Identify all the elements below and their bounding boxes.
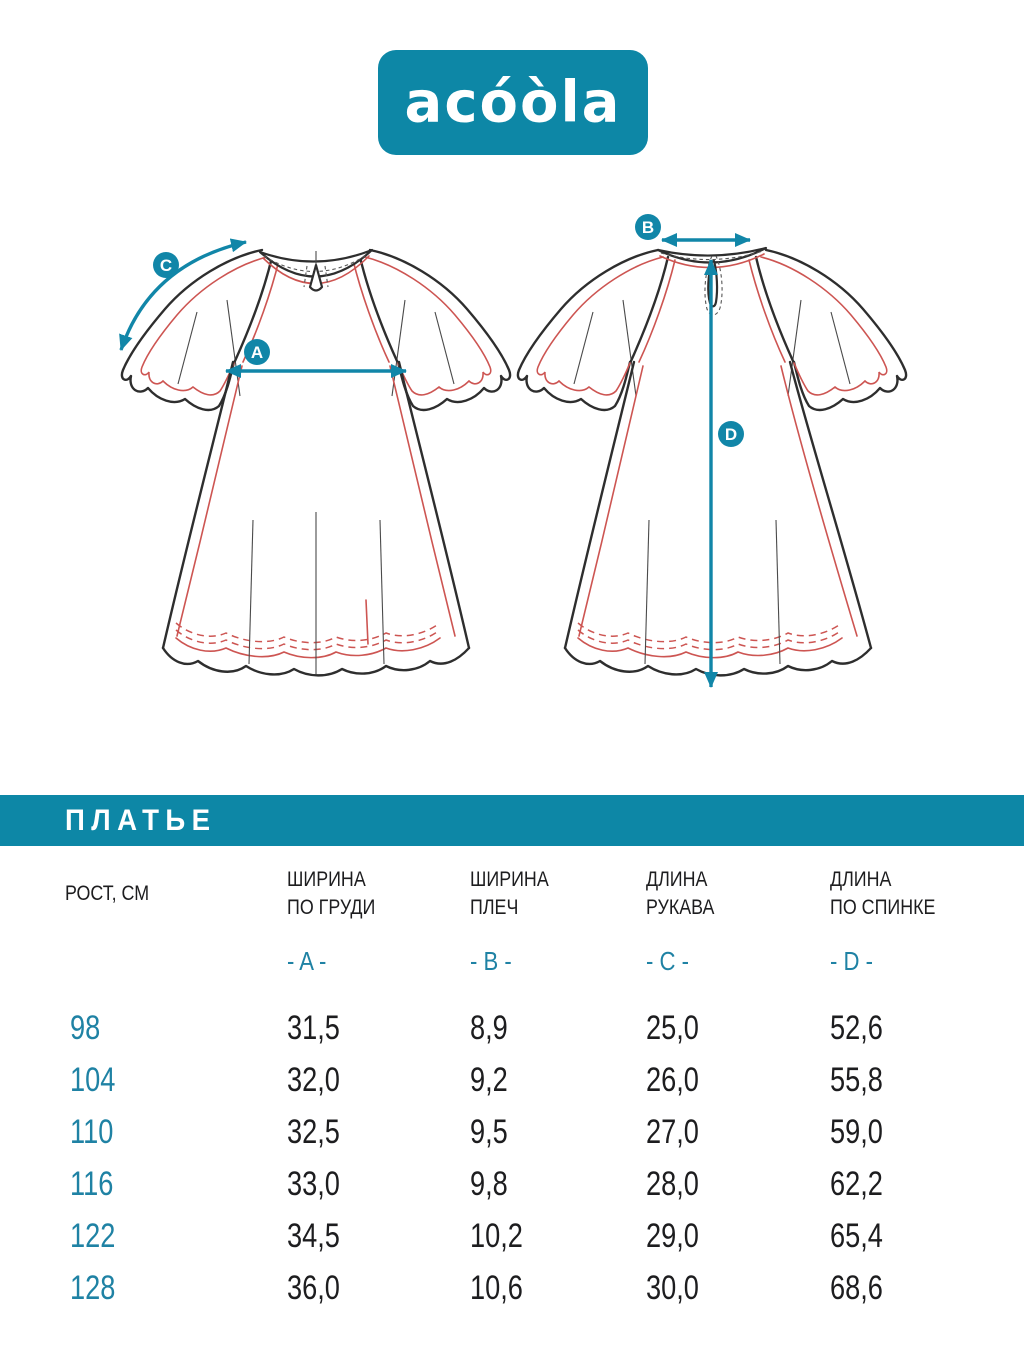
col-letter-c: - C -: [646, 946, 689, 976]
back-length-arrow: [711, 260, 744, 687]
size-chart-page: acóòla A C B D ПЛАТЬЕ РОСТ, СМ ШИРИНА ПО ГРУДИ ШИРИНА ПЛЕЧ ДЛИНА РУКАВА ДЛИНА ПО СПИНКЕ - A - - B - - C - - D - 98 31,5 8,9 25,0 52,6 104 32,0 9,2 26,0 55,8 110 32,5 9,5 27,0 59,0 116 33,0 9,8 28,0 62,2 122 34,5 10,2 29,0 65,4 128 36,0 10,6 30,0 68,6: [0, 0, 1024, 1365]
dress-back-view: [518, 214, 906, 687]
col-letter-b: - B -: [470, 946, 512, 976]
brand-logo-text: acóòla: [404, 69, 622, 136]
svg-text:D: D: [724, 425, 738, 444]
table-title-band: [0, 795, 1024, 846]
shoulder-width-arrow: [635, 214, 750, 240]
col-header-sleeve: ДЛИНА РУКАВА: [646, 868, 715, 919]
chest-width-arrow: [226, 339, 406, 371]
svg-text:C: C: [159, 256, 173, 275]
svg-text:A: A: [250, 343, 264, 362]
table-title: ПЛАТЬЕ: [65, 803, 217, 837]
col-header-shoulder: ШИРИНА ПЛЕЧ: [470, 868, 549, 919]
col-header-back-length: ДЛИНА ПО СПИНКЕ: [830, 868, 936, 919]
sleeve-length-arrow: [121, 242, 246, 350]
col-header-chest: ШИРИНА ПО ГРУДИ: [287, 868, 376, 919]
col-letter-a: - A -: [287, 946, 327, 976]
col-letter-d: - D -: [830, 946, 873, 976]
col-header-size: РОСТ, СМ: [65, 882, 150, 905]
dress-front-view: [121, 242, 510, 675]
svg-text:B: B: [641, 218, 655, 237]
